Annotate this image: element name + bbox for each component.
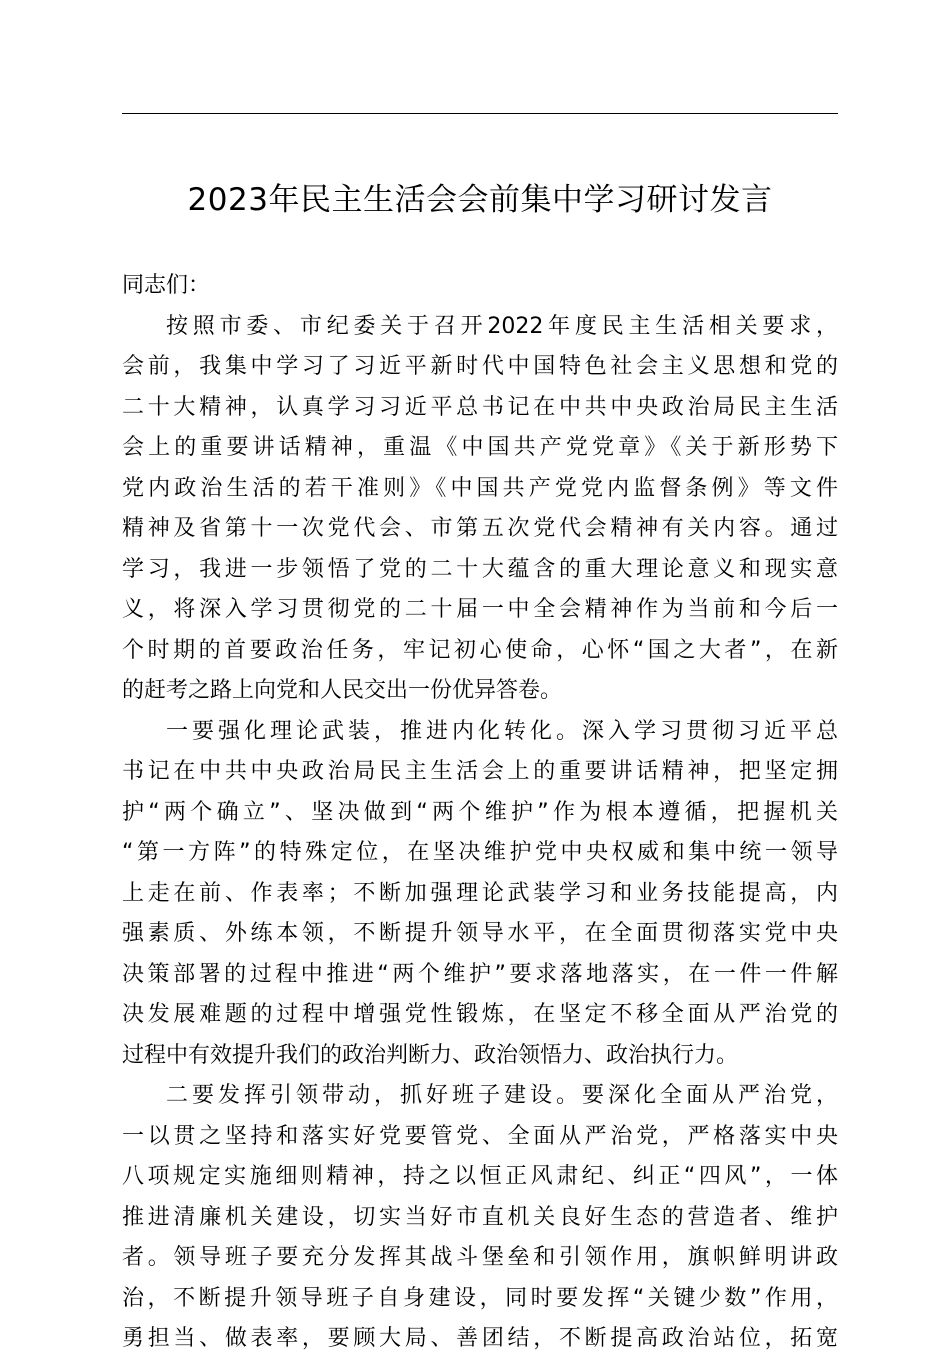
paragraph-line: 党内政治生活的若干准则》《中国共产党党内监督条例》等文件	[122, 475, 838, 501]
paragraph-line: “第一方阵”的特殊定位，在坚决维护党中央权威和集中统一领导	[122, 840, 838, 865]
paragraph-line: 护“两个确立”、坚决做到“两个维护”作为根本遵循，把握机关	[122, 799, 838, 825]
paragraph-line: 过程中有效提升我们的政治判断力、政治领悟力、政治执行力。	[122, 1042, 739, 1068]
paragraph-line: 决发展难题的过程中增强党性锻炼，在坚定不移全面从严治党的	[122, 1002, 838, 1027]
paragraph-line: 者。领导班子要充分发挥其战斗堡垒和引领作用，旗帜鲜明讲政	[122, 1245, 838, 1270]
paragraph-line: 书记在中共中央政治局民主生活会上的重要讲话精神，把坚定拥	[122, 759, 838, 784]
salutation: 同志们：	[122, 273, 211, 298]
paragraph-line: 八项规定实施细则精神，持之以恒正风肃纪、纠正“四风”，一体	[122, 1164, 838, 1189]
paragraph-line: 强素质、外练本领，不断提升领导水平，在全面贯彻落实党中央	[122, 921, 838, 946]
paragraph-line: 二十大精神，认真学习习近平总书记在中共中央政治局民主生活	[122, 394, 838, 420]
paragraph-2	[122, 712, 838, 1077]
paragraph-line: 一要强化理论武装，推进内化转化。深入学习贯彻习近平总	[166, 718, 838, 744]
document-title: 2023年民主生活会会前集中学习研讨发言	[187, 182, 773, 218]
header-rule	[122, 113, 838, 114]
paragraph-line: 上走在前、作表率；不断加强理论武装学习和业务技能提高，内	[122, 880, 838, 906]
paragraph-line: 会上的重要讲话精神，重温《中国共产党党章》《关于新形势下	[122, 435, 838, 460]
paragraph-line: 一以贯之坚持和落实好党要管党、全面从严治党，严格落实中央	[122, 1123, 838, 1149]
paragraph-1	[122, 307, 838, 712]
paragraph-line: 学习，我进一步领悟了党的二十大蕴含的重大理论意义和现实意	[122, 556, 838, 582]
paragraph-line: 会前，我集中学习了习近平新时代中国特色社会主义思想和党的	[122, 354, 838, 379]
paragraph-3	[122, 1076, 838, 1360]
paragraph-line: 二要发挥引领带动，抓好班子建设。要深化全面从严治党，	[166, 1083, 838, 1108]
paragraph-line: 精神及省第十一次党代会、市第五次党代会精神有关内容。通过	[122, 516, 838, 541]
paragraph-line: 义，将深入学习贯彻党的二十届一中全会精神作为当前和今后一	[122, 597, 838, 622]
paragraph-line: 勇担当、做表率，要顾大局、善团结，不断提高政治站位，拓宽	[122, 1326, 838, 1351]
paragraph-line: 的赶考之路上向党和人民交出一份优异答卷。	[122, 678, 563, 703]
paragraph-line: 推进清廉机关建设，切实当好市直机关良好生态的营造者、维护	[122, 1204, 838, 1230]
paragraph-line: 治，不断提升领导班子自身建设，同时要发挥“关键少数”作用，	[122, 1285, 838, 1311]
paragraph-line: 决策部署的过程中推进“两个维护”要求落地落实，在一件一件解	[122, 961, 838, 987]
paragraph-line: 按照市委、市纪委关于召开2022年度民主生活相关要求，	[166, 313, 838, 339]
paragraph-line: 个时期的首要政治任务，牢记初心使命，心怀“国之大者”，在新	[122, 637, 838, 663]
document-body	[122, 266, 838, 1360]
